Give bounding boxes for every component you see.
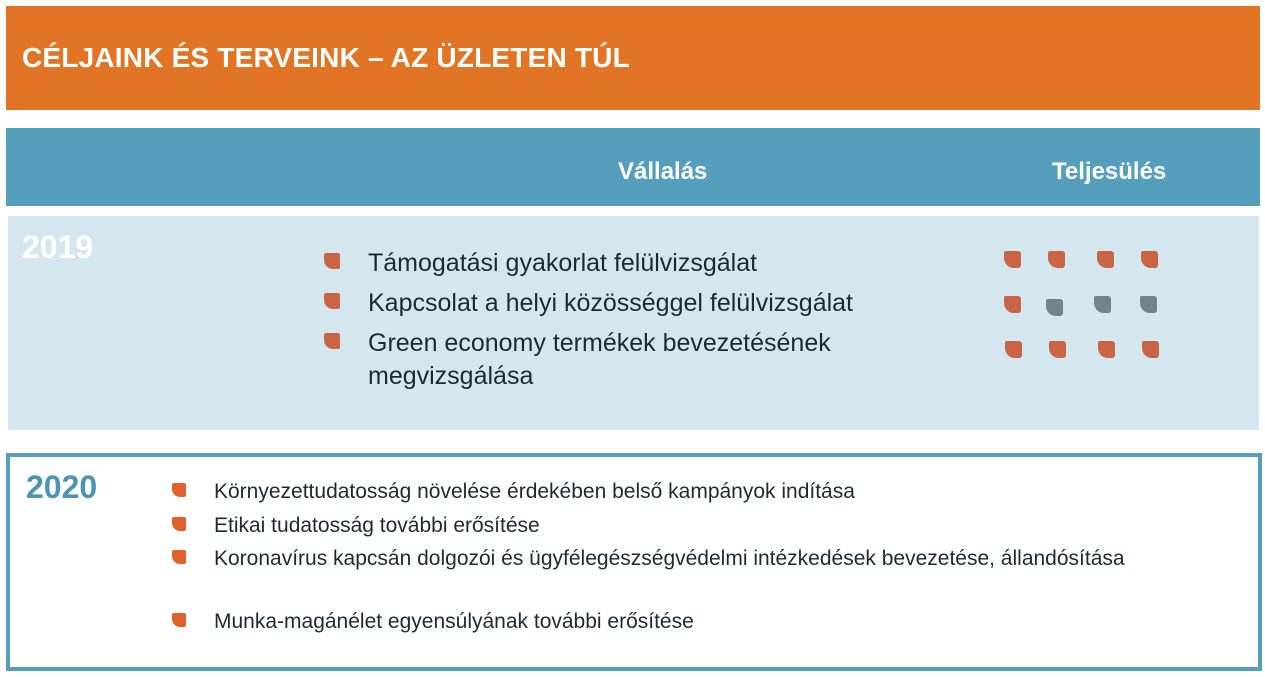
list-item-text: Kapcsolat a helyi közösséggel felülvizsgálat	[368, 289, 853, 317]
bullet-icon	[324, 293, 340, 309]
bullet-icon	[172, 550, 186, 564]
status-leaf-icon	[1049, 341, 1066, 358]
column-header-commitment: Vállalás	[618, 158, 708, 185]
status-leaf-icon	[1097, 251, 1114, 268]
table-header	[6, 128, 1260, 206]
year-label-2019: 2019	[22, 229, 94, 265]
status-leaf-icon	[1098, 341, 1115, 358]
title-bar	[6, 6, 1260, 110]
status-leaf-icon	[1004, 296, 1021, 313]
page-title: CÉLJAINK ÉS TERVEINK – AZ ÜZLETEN TÚL	[22, 42, 630, 73]
list-item-text: Koronavírus kapcsán dolgozói és ügyfélegészségvédelmi intézkedések bevezetése, állandósítása	[214, 547, 1125, 570]
list-item	[324, 327, 924, 393]
list-item-text: Green economy termékek bevezetésének megvizsgálása	[368, 329, 831, 390]
bullet-icon	[172, 613, 186, 627]
bullet-icon	[324, 253, 340, 269]
list-item	[324, 247, 924, 280]
status-leaf-icon	[1140, 296, 1157, 313]
status-leaf-icon	[1141, 251, 1158, 268]
list-item	[172, 609, 1172, 635]
status-leaf-icon	[1094, 296, 1111, 313]
list-item-text: Munka-magánélet egyensúlyának további erősítése	[214, 610, 694, 633]
list-item	[172, 513, 1172, 539]
list-item-text: Környezettudatosság növelése érdekében belső kampányok indítása	[214, 480, 855, 503]
status-leaf-icon	[1004, 251, 1021, 268]
status-leaf-icon	[1048, 251, 1065, 268]
section-2020	[6, 453, 1262, 671]
list-item-text: Támogatási gyakorlat felülvizsgálat	[368, 249, 758, 277]
status-leaf-icon	[1046, 299, 1063, 316]
bullet-icon	[324, 333, 340, 349]
bullet-icon	[172, 483, 186, 497]
list-item	[324, 287, 924, 320]
column-header-fulfillment: Teljesülés	[1052, 158, 1167, 185]
list-item-text: Etikai tudatosság további erősítése	[214, 514, 540, 537]
year-label-2020: 2020	[26, 469, 98, 505]
list-item	[172, 546, 1132, 572]
section-2019	[8, 216, 1259, 430]
status-leaf-icon	[1142, 341, 1159, 358]
bullet-icon	[172, 517, 186, 531]
list-item	[172, 479, 1172, 505]
status-leaf-icon	[1005, 341, 1022, 358]
